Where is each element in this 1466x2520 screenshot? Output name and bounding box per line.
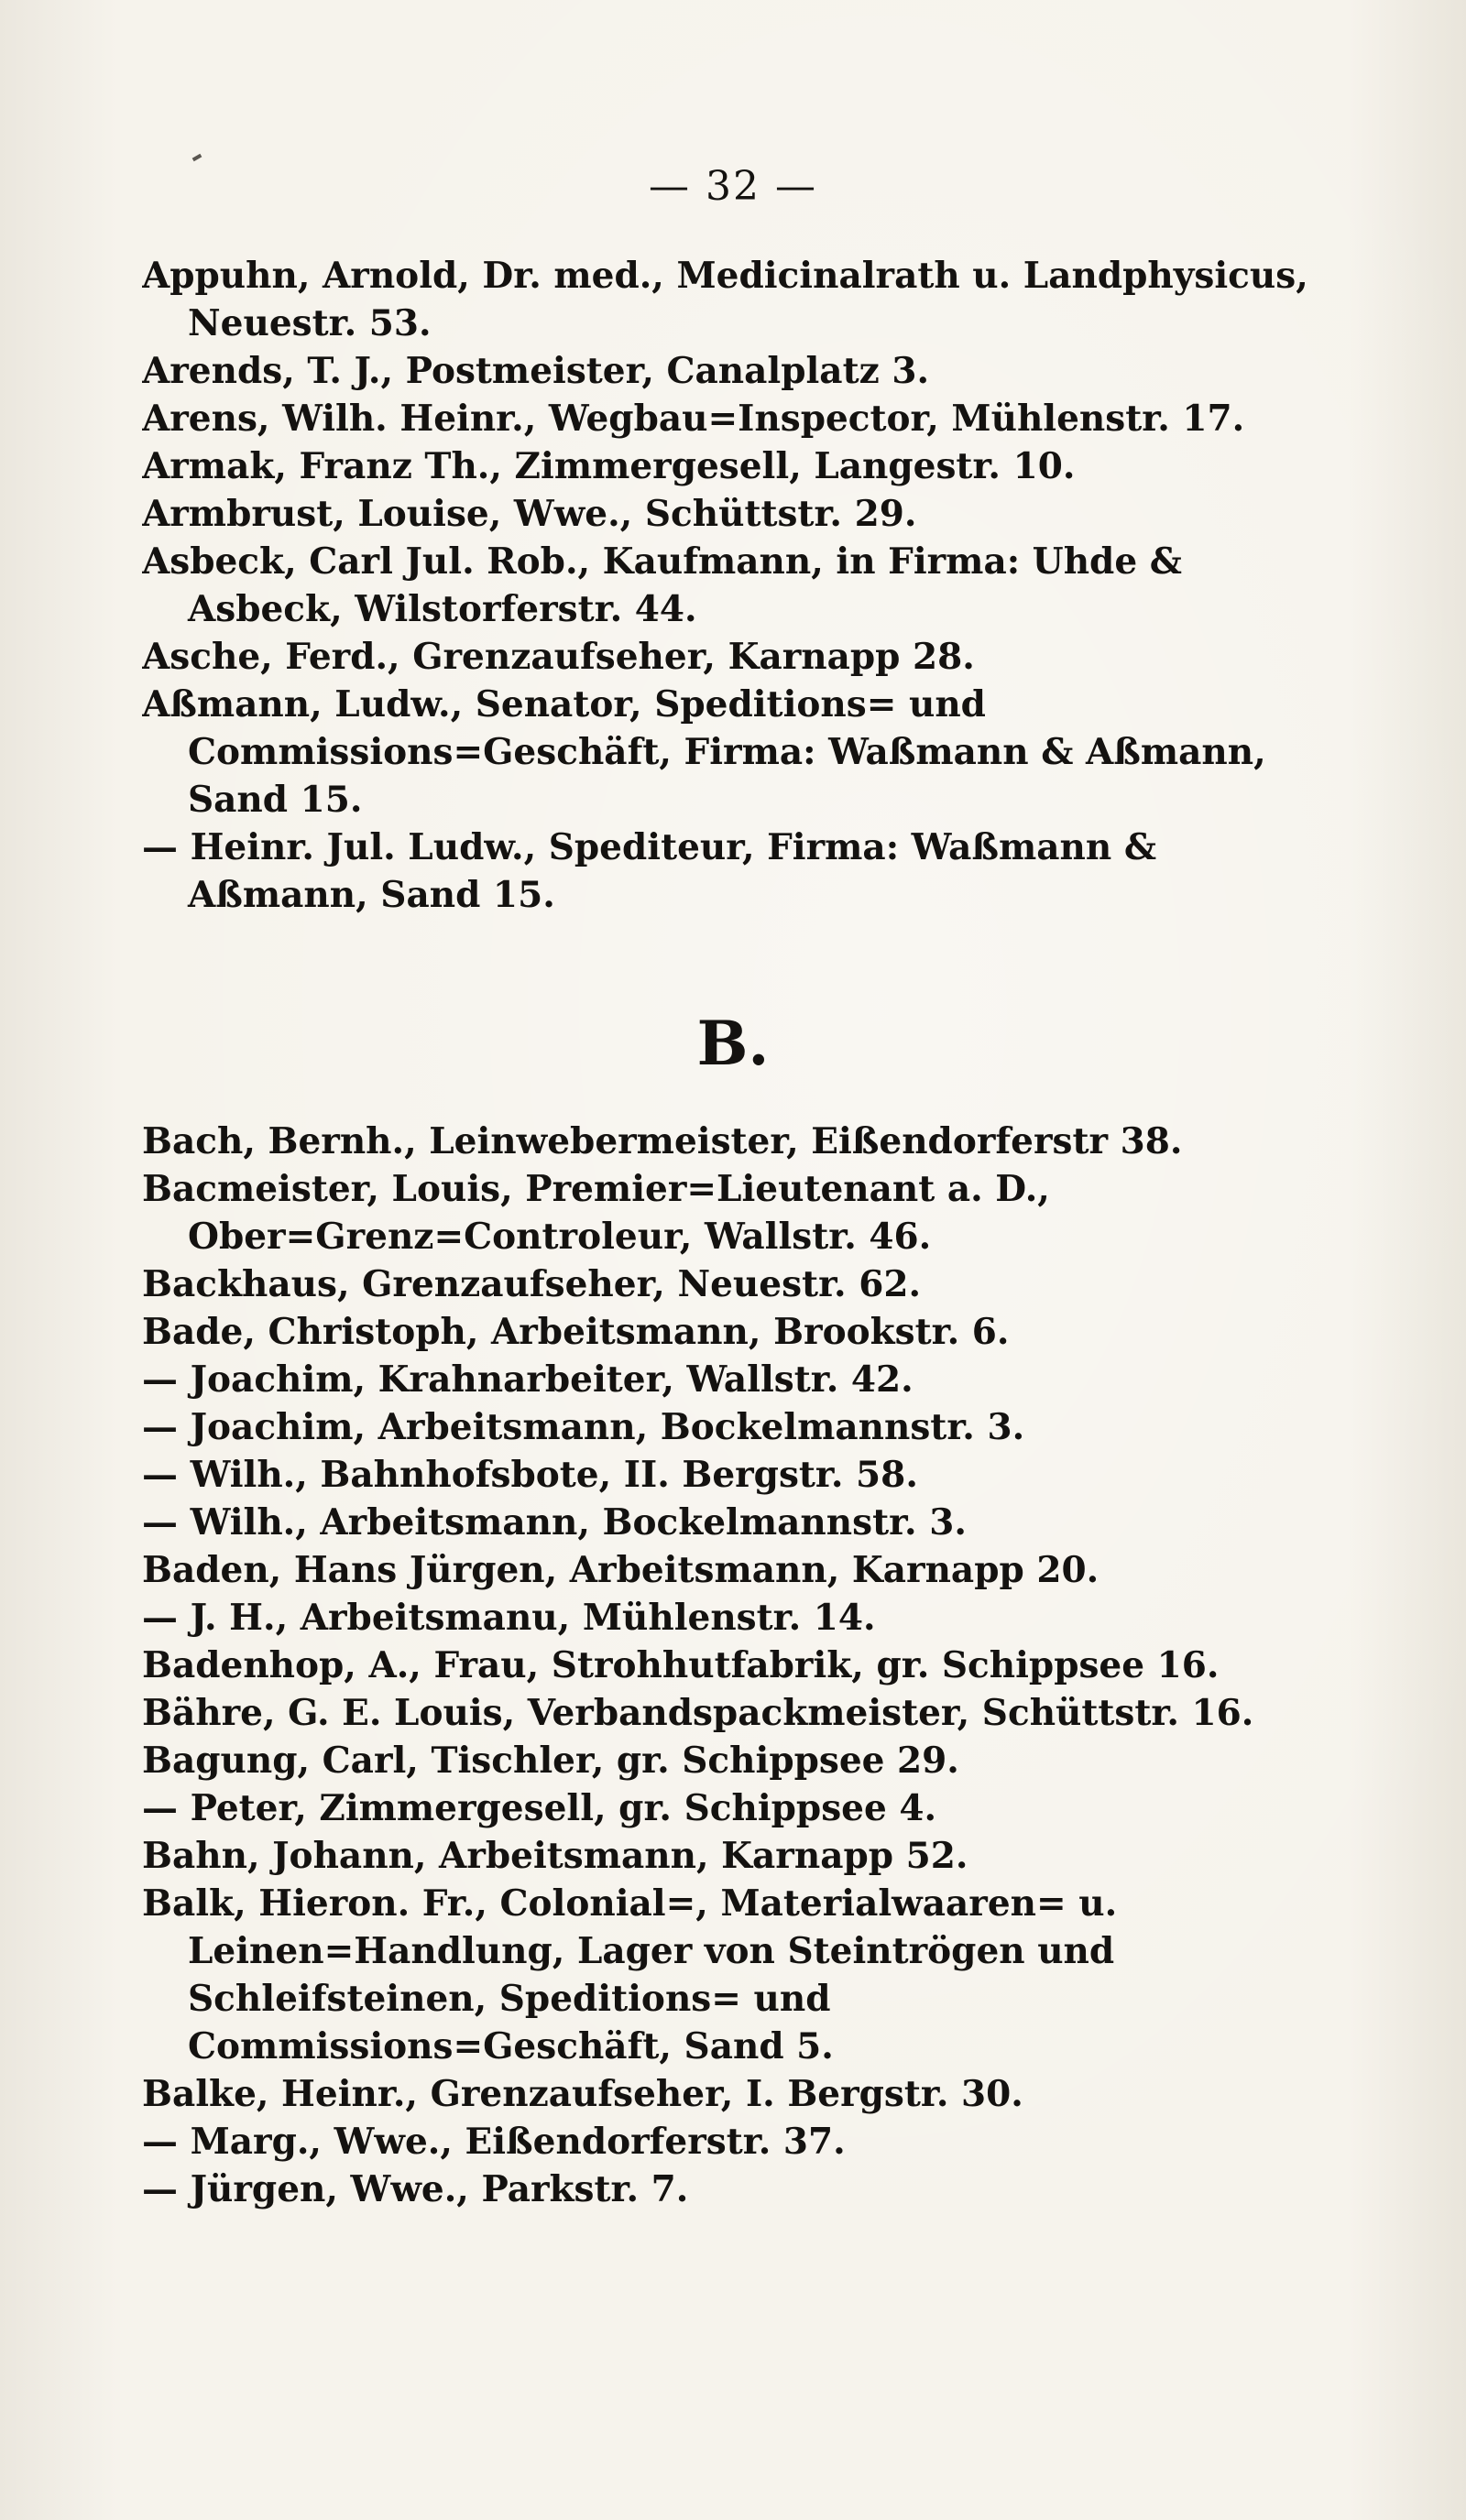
directory-entry: Baden, Hans Jürgen, Arbeitsmann, Karnapp 20.: [142, 1549, 1100, 1591]
directory-entry: Bahn, Johann, Arbeitsmann, Karnapp 52.: [142, 1835, 968, 1877]
directory-entry: — Joachim, Krahnarbeiter, Wallstr. 42.: [142, 1358, 914, 1401]
directory-entry: Armbrust, Louise, Wwe., Schüttstr. 29.: [142, 493, 917, 535]
directory-entry: Asbeck, Carl Jul. Rob., Kaufmann, in Firma: Uhde & Asbeck, Wilstorferstr. 44.: [142, 540, 1182, 630]
directory-entry: Asche, Ferd., Grenzaufseher, Karnapp 28.: [142, 636, 975, 678]
directory-entry: Bähre, G. E. Louis, Verbandspackmeister, Schüttstr. 16.: [142, 1692, 1254, 1734]
directory-entry: — Jürgen, Wwe., Parkstr. 7.: [142, 2168, 689, 2210]
directory-entry: Arends, T. J., Postmeister, Canalplatz 3.: [142, 350, 930, 392]
directory-section-a: [142, 252, 1310, 919]
directory-entry: — Wilh., Arbeitsmann, Bockelmannstr. 3.: [142, 1501, 967, 1544]
directory-entry: Appuhn, Arnold, Dr. med., Medicinalrath u. Landphysicus, Neuestr. 53.: [142, 255, 1308, 344]
directory-entry: Armak, Franz Th., Zimmergesell, Langestr. 10.: [142, 445, 1076, 487]
directory-entry: — J. H., Arbeitsmanu, Mühlenstr. 14.: [142, 1597, 876, 1639]
directory-entry: Bade, Christoph, Arbeitsmann, Brookstr. 6.: [142, 1311, 1010, 1353]
directory-entry: Aßmann, Ludw., Senator, Speditions= und Commissions=Geschäft, Firma: Waßmann & Aßmann, Sand 15.: [142, 683, 1266, 821]
directory-entry: Badenhop, A., Frau, Strohhutfabrik, gr. Schippsee 16.: [142, 1644, 1220, 1686]
directory-entry: Bagung, Carl, Tischler, gr. Schippsee 29.: [142, 1740, 959, 1782]
page-number: — 32 —: [649, 163, 817, 210]
directory-entry: — Joachim, Arbeitsmann, Bockelmannstr. 3.: [142, 1406, 1025, 1448]
directory-entry: — Heinr. Jul. Ludw., Spediteur, Firma: Waßmann & Aßmann, Sand 15.: [142, 826, 1157, 916]
directory-entry: — Wilh., Bahnhofsbote, II. Bergstr. 58.: [142, 1454, 918, 1496]
directory-entry: Bach, Bernh., Leinwebermeister, Eißendorferstr 38.: [142, 1120, 1183, 1162]
section-heading-b: B.: [696, 1008, 770, 1079]
directory-entry: — Marg., Wwe., Eißendorferstr. 37.: [142, 2121, 846, 2163]
directory-entry: Balk, Hieron. Fr., Colonial=, Materialwaaren= u. Leinen=Handlung, Lager von Steintrögen und Schleifsteinen, Speditions= und Commissions=Geschäft, Sand 5.: [142, 1882, 1118, 2067]
directory-entry: Bacmeister, Louis, Premier=Lieutenant a. D., Ober=Grenz=Controleur, Wallstr. 46.: [142, 1168, 1050, 1258]
directory-entry: — Peter, Zimmergesell, gr. Schippsee 4.: [142, 1787, 937, 1829]
directory-section-b: [142, 1118, 1310, 2213]
directory-entry: Arens, Wilh. Heinr., Wegbau=Inspector, Mühlenstr. 17.: [142, 398, 1245, 440]
ink-speck: [192, 154, 202, 161]
directory-entry: Backhaus, Grenzaufseher, Neuestr. 62.: [142, 1263, 922, 1305]
directory-entry: Balke, Heinr., Grenzaufseher, I. Bergstr. 30.: [142, 2073, 1023, 2115]
